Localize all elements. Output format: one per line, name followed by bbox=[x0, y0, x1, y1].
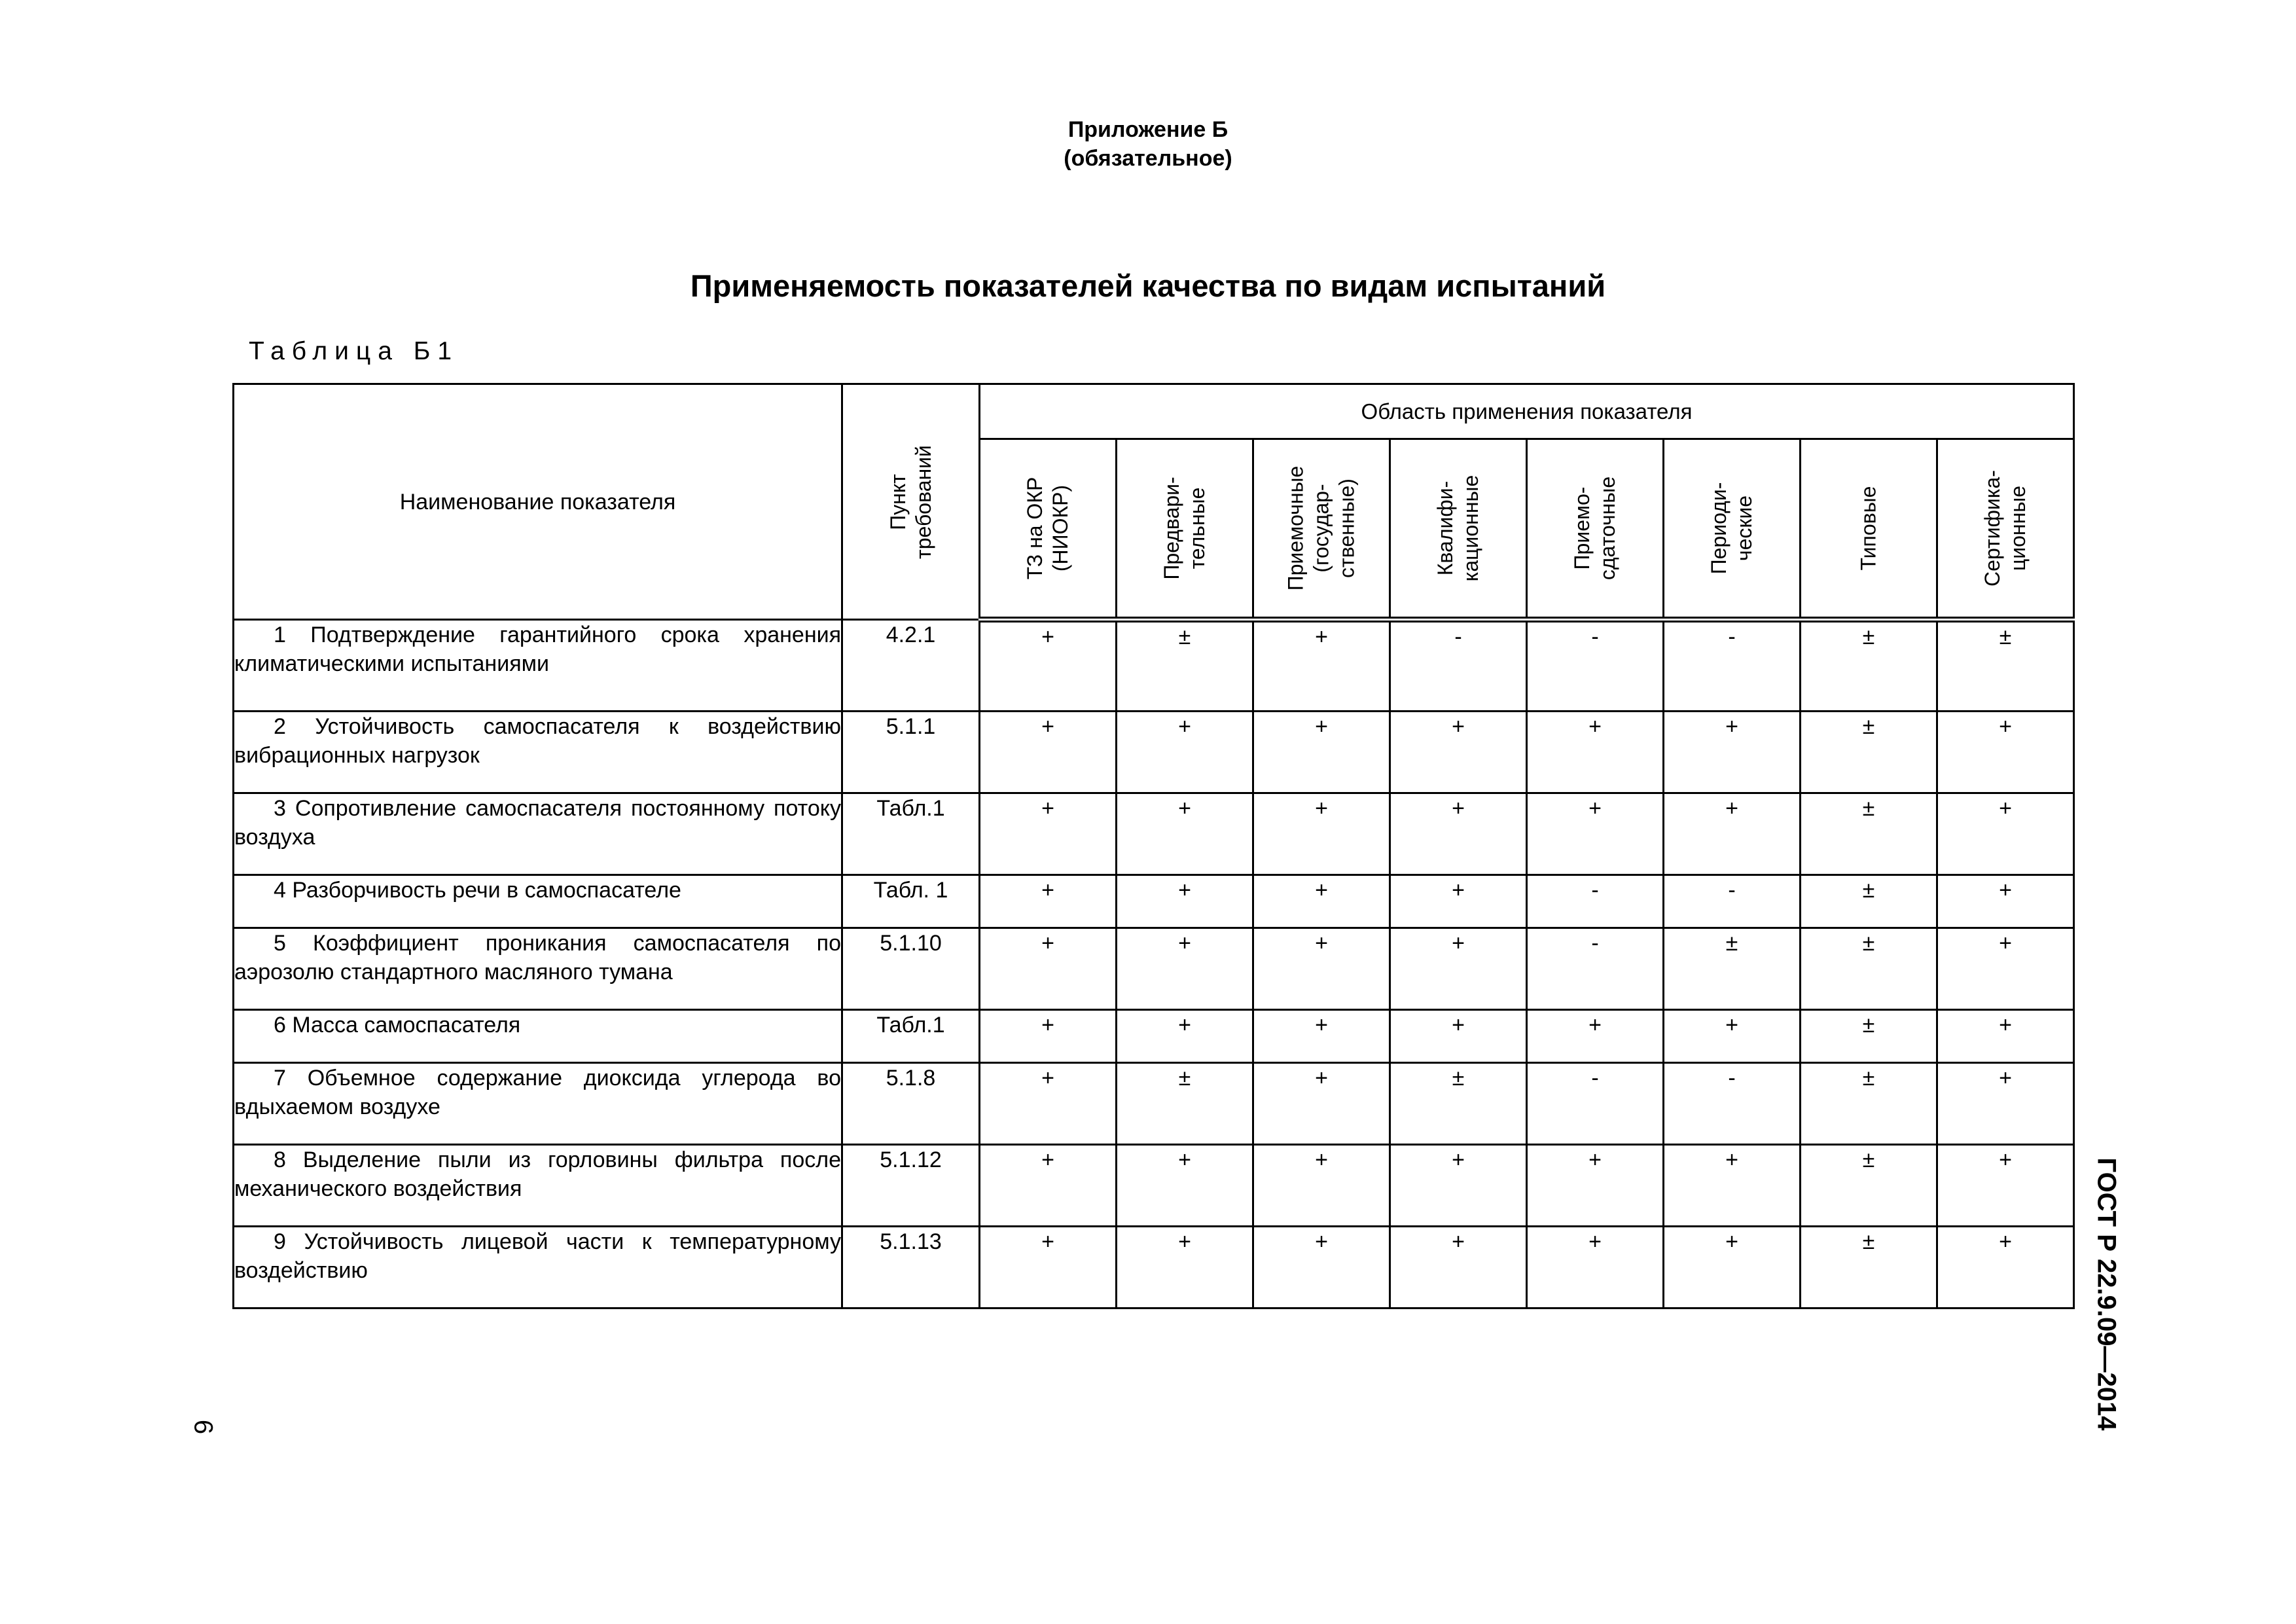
row-requirement-clause: Табл.1 bbox=[842, 793, 980, 875]
cell-qualification: ± bbox=[1390, 1063, 1527, 1145]
column-header-qualification: Квалифи- кационные bbox=[1390, 439, 1527, 620]
cell-certification: + bbox=[1937, 712, 2074, 793]
row-indicator-name: 4 Разборчивость речи в самоспасателе bbox=[234, 875, 842, 928]
cell-type: ± bbox=[1801, 875, 1937, 928]
cell-qualification: + bbox=[1390, 1010, 1527, 1063]
cell-periodic: + bbox=[1664, 1145, 1801, 1227]
row-indicator-name: 8 Выделение пыли из горловины фильтра после механического воздействия bbox=[234, 1145, 842, 1227]
cell-type: ± bbox=[1801, 928, 1937, 1010]
cell-tz-okr: + bbox=[980, 1227, 1117, 1308]
cell-tz-okr: + bbox=[980, 928, 1117, 1010]
table-row bbox=[234, 1145, 2074, 1227]
cell-certification: + bbox=[1937, 1227, 2074, 1308]
cell-certification: + bbox=[1937, 1063, 2074, 1145]
cell-preliminary: ± bbox=[1117, 1063, 1253, 1145]
cell-delivery: + bbox=[1527, 793, 1664, 875]
appendix-heading bbox=[0, 115, 2296, 173]
cell-preliminary: + bbox=[1117, 712, 1253, 793]
cell-acceptance: + bbox=[1253, 793, 1390, 875]
row-requirement-clause: Табл. 1 bbox=[842, 875, 980, 928]
table-row bbox=[234, 875, 2074, 928]
cell-acceptance: + bbox=[1253, 1145, 1390, 1227]
table-row bbox=[234, 620, 2074, 712]
header-requirement-clause: Пункт требований bbox=[842, 384, 980, 620]
document-code bbox=[2080, 1147, 2132, 1441]
table-row bbox=[234, 928, 2074, 1010]
cell-delivery: + bbox=[1527, 1145, 1664, 1227]
cell-acceptance: + bbox=[1253, 712, 1390, 793]
column-header-type: Типовые bbox=[1801, 439, 1937, 620]
page-number-text: 6 bbox=[188, 1419, 218, 1435]
row-indicator-name: 2 Устойчивость самоспасателя к воздействию вибрационных нагрузок bbox=[234, 712, 842, 793]
appendix-status: (обязательное) bbox=[1064, 146, 1232, 171]
cell-periodic: + bbox=[1664, 793, 1801, 875]
cell-certification: + bbox=[1937, 875, 2074, 928]
cell-certification: + bbox=[1937, 928, 2074, 1010]
cell-type: ± bbox=[1801, 1063, 1937, 1145]
table-row bbox=[234, 793, 2074, 875]
cell-periodic: ± bbox=[1664, 928, 1801, 1010]
table-row bbox=[234, 1227, 2074, 1308]
cell-delivery: - bbox=[1527, 875, 1664, 928]
cell-type: ± bbox=[1801, 793, 1937, 875]
row-requirement-clause: 5.1.1 bbox=[842, 712, 980, 793]
cell-acceptance: + bbox=[1253, 1063, 1390, 1145]
cell-tz-okr: + bbox=[980, 1145, 1117, 1227]
cell-qualification: + bbox=[1390, 928, 1527, 1010]
cell-delivery: - bbox=[1527, 1063, 1664, 1145]
cell-qualification: + bbox=[1390, 1227, 1527, 1308]
cell-periodic: + bbox=[1664, 1010, 1801, 1063]
row-requirement-clause: 5.1.12 bbox=[842, 1145, 980, 1227]
column-header-acceptance: Приемочные (государ- ственные) bbox=[1253, 439, 1390, 620]
row-indicator-name: 6 Масса самоспасателя bbox=[234, 1010, 842, 1063]
cell-periodic: - bbox=[1664, 620, 1801, 712]
row-requirement-clause: 5.1.10 bbox=[842, 928, 980, 1010]
cell-preliminary: ± bbox=[1117, 620, 1253, 712]
cell-periodic: + bbox=[1664, 1227, 1801, 1308]
cell-qualification: - bbox=[1390, 620, 1527, 712]
cell-qualification: + bbox=[1390, 712, 1527, 793]
cell-preliminary: + bbox=[1117, 1145, 1253, 1227]
table-row bbox=[234, 1063, 2074, 1145]
table-row bbox=[234, 1010, 2074, 1063]
cell-acceptance: + bbox=[1253, 620, 1390, 712]
cell-acceptance: + bbox=[1253, 875, 1390, 928]
cell-preliminary: + bbox=[1117, 875, 1253, 928]
cell-tz-okr: + bbox=[980, 620, 1117, 712]
cell-qualification: + bbox=[1390, 793, 1527, 875]
cell-qualification: + bbox=[1390, 875, 1527, 928]
cell-delivery: - bbox=[1527, 620, 1664, 712]
cell-certification: + bbox=[1937, 1010, 2074, 1063]
cell-certification: ± bbox=[1937, 620, 2074, 712]
cell-type: ± bbox=[1801, 620, 1937, 712]
cell-type: ± bbox=[1801, 1010, 1937, 1063]
appendix-label: Приложение Б bbox=[1067, 117, 1229, 142]
row-indicator-name: 1 Подтверждение гарантийного срока хранения климатическими испытаниями bbox=[234, 620, 842, 712]
cell-acceptance: + bbox=[1253, 1010, 1390, 1063]
cell-periodic: - bbox=[1664, 875, 1801, 928]
cell-tz-okr: + bbox=[980, 1063, 1117, 1145]
column-header-delivery: Приемо- сдаточные bbox=[1527, 439, 1664, 620]
cell-periodic: + bbox=[1664, 712, 1801, 793]
cell-tz-okr: + bbox=[980, 793, 1117, 875]
cell-certification: + bbox=[1937, 1145, 2074, 1227]
document-code-text: ГОСТ Р 22.9.09—2014 bbox=[2092, 1157, 2121, 1431]
column-header-preliminary: Предвари- тельные bbox=[1117, 439, 1253, 620]
cell-preliminary: + bbox=[1117, 928, 1253, 1010]
column-header-certification: Сертифика- ционные bbox=[1937, 439, 2074, 620]
row-requirement-clause: 5.1.13 bbox=[842, 1227, 980, 1308]
cell-delivery: + bbox=[1527, 1227, 1664, 1308]
table-row bbox=[234, 712, 2074, 793]
row-indicator-name: 3 Сопротивление самоспасателя постоянному потоку воздуха bbox=[234, 793, 842, 875]
cell-type: ± bbox=[1801, 1145, 1937, 1227]
cell-preliminary: + bbox=[1117, 1010, 1253, 1063]
cell-preliminary: + bbox=[1117, 1227, 1253, 1308]
row-indicator-name: 5 Коэффициент проникания самоспасателя по аэрозолю стандартного масляного тумана bbox=[234, 928, 842, 1010]
cell-type: ± bbox=[1801, 712, 1937, 793]
cell-tz-okr: + bbox=[980, 875, 1117, 928]
row-requirement-clause: Табл.1 bbox=[842, 1010, 980, 1063]
row-indicator-name: 9 Устойчивость лицевой части к температурному воздействию bbox=[234, 1227, 842, 1308]
cell-delivery: + bbox=[1527, 712, 1664, 793]
cell-delivery: - bbox=[1527, 928, 1664, 1010]
cell-qualification: + bbox=[1390, 1145, 1527, 1227]
row-requirement-clause: 4.2.1 bbox=[842, 620, 980, 712]
header-application-area: Область применения показателя bbox=[980, 384, 2074, 439]
cell-type: ± bbox=[1801, 1227, 1937, 1308]
cell-certification: + bbox=[1937, 793, 2074, 875]
row-requirement-clause: 5.1.8 bbox=[842, 1063, 980, 1145]
column-header-tz-okr: ТЗ на ОКР (НИОКР) bbox=[980, 439, 1117, 620]
cell-delivery: + bbox=[1527, 1010, 1664, 1063]
cell-acceptance: + bbox=[1253, 1227, 1390, 1308]
cell-preliminary: + bbox=[1117, 793, 1253, 875]
cell-tz-okr: + bbox=[980, 1010, 1117, 1063]
table-label: Таблица Б1 bbox=[249, 337, 459, 365]
cell-periodic: - bbox=[1664, 1063, 1801, 1145]
cell-tz-okr: + bbox=[980, 712, 1117, 793]
page-title: Применяемость показателей качества по видам испытаний bbox=[690, 268, 1606, 303]
applicability-table bbox=[232, 383, 2075, 1309]
column-header-periodic: Периоди- ческие bbox=[1664, 439, 1801, 620]
page-number bbox=[183, 1407, 223, 1447]
header-indicator-name: Наименование показателя bbox=[234, 384, 842, 620]
cell-acceptance: + bbox=[1253, 928, 1390, 1010]
row-indicator-name: 7 Объемное содержание диоксида углерода во вдыхаемом воздухе bbox=[234, 1063, 842, 1145]
